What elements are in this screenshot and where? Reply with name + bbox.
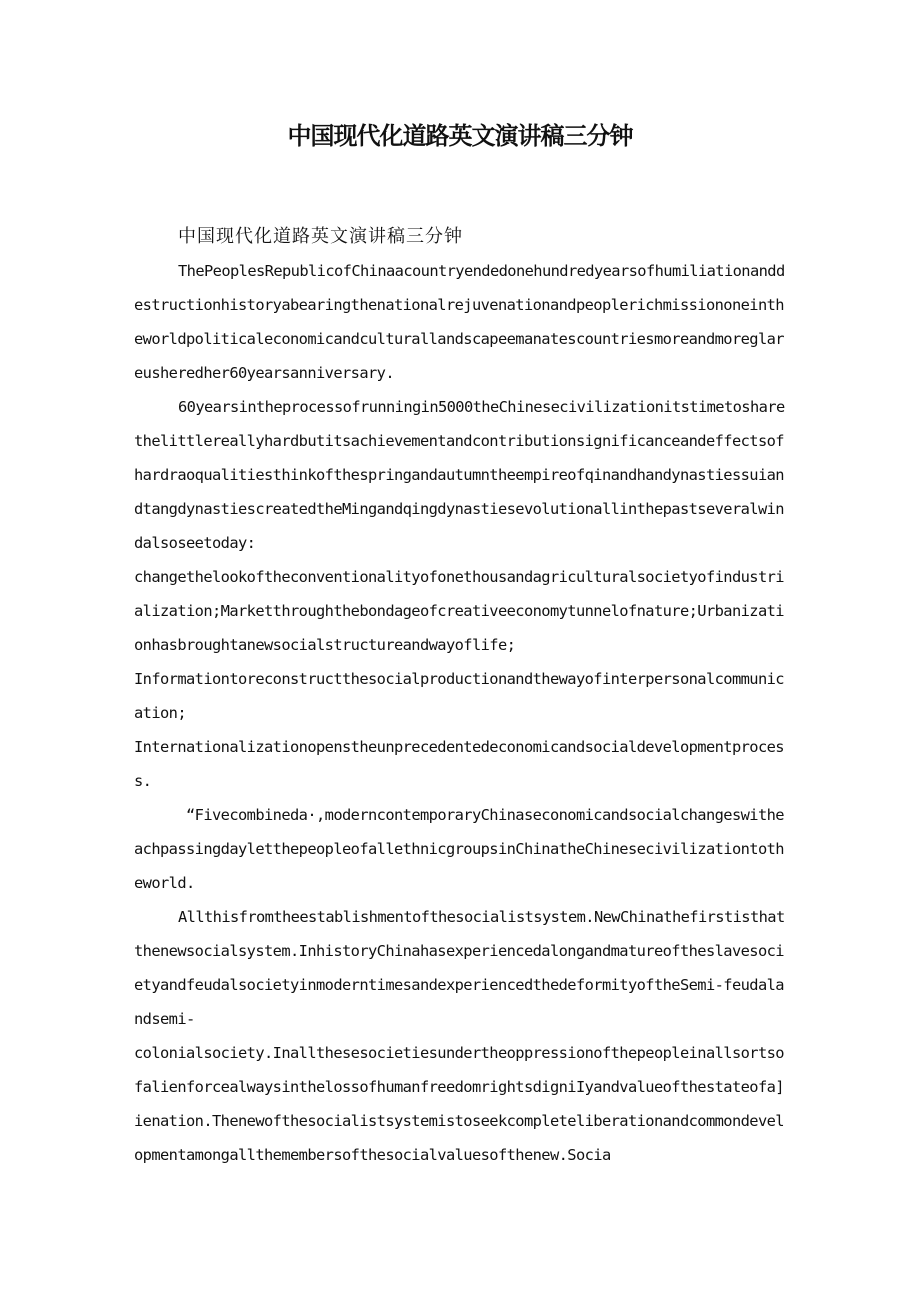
document-body (134, 220, 786, 1172)
document-title: 中国现代化道路英文演讲稿三分钟 (287, 122, 633, 150)
paragraph: Allthisfromtheestablishmentofthesocialistsystem.NewChinathefirstisthatthenewsocialsystem.InhistoryChinahasexperiencedalongandmatureoftheslavesocietyandfeudalsocietyinmoderntimesandexperiencedthedeformityoftheSemi-feudalandsemi- (134, 908, 785, 1028)
paragraph: colonialsociety.InallthesesocietiesundertheoppressionofthepeopleinallsortsofalienforcealwaysinthelossofhumanfreedomrightsdigniIyandvalueofthestateofa]ienation.Thenewofthesocialistsystemistoseekcompleteliberationandcommondevelopmentamongallthemembersofthesocialvaluesofthenew.Socia (134, 1044, 784, 1164)
paragraph: changethelookoftheconventionalityofonethousandagriculturalsocietyofindustrialization;Marketthroughthebondageofcreativeeconomytunnelofnature;Urbanizationhasbroughtanewsocialstructureandwayoflife; (134, 568, 784, 654)
paragraph: ThePeoplesRepublicofChinaacountryendedonehundredyearsofhumiliationanddestructionhistoryabearingthenationalrejuvenationandpeoplerichmissiononeintheworldpoliticaleconomicandculturallandscapeemanatescountriesmoreandmoreglareusheredher60yearsanniversary. (134, 262, 785, 382)
paragraph: 60yearsintheprocessofrunningin5000theChinesecivilizationitstimetosharethelittlereallyhardbutitsachievementandcontributionsignificanceandeffectsofhardraoqualitiesthinkofthespringandautumntheempireofqinandhandynastiessuiandtangdynastiescreatedtheMingandqingdynastiesevolutionallinthepastseveralwindalsoseetoday: (134, 398, 785, 552)
paragraph: Internationalizationopenstheunprecedentedeconomicandsocialdevelopmentprocess. (134, 738, 784, 790)
paragraph: Informationtoreconstructthesocialproductionandthewayofinterpersonalcommunication; (134, 670, 784, 722)
document-subtitle: 中国现代化道路英文演讲稿三分钟 (178, 226, 463, 247)
paragraph: “Fivecombineda·,moderncontemporaryChinaseconomicandsocialchangeswitheachpassingdayletthepeopleofallethnicgroupsinChinatheChinesecivilizationtotheworld. (134, 806, 784, 892)
